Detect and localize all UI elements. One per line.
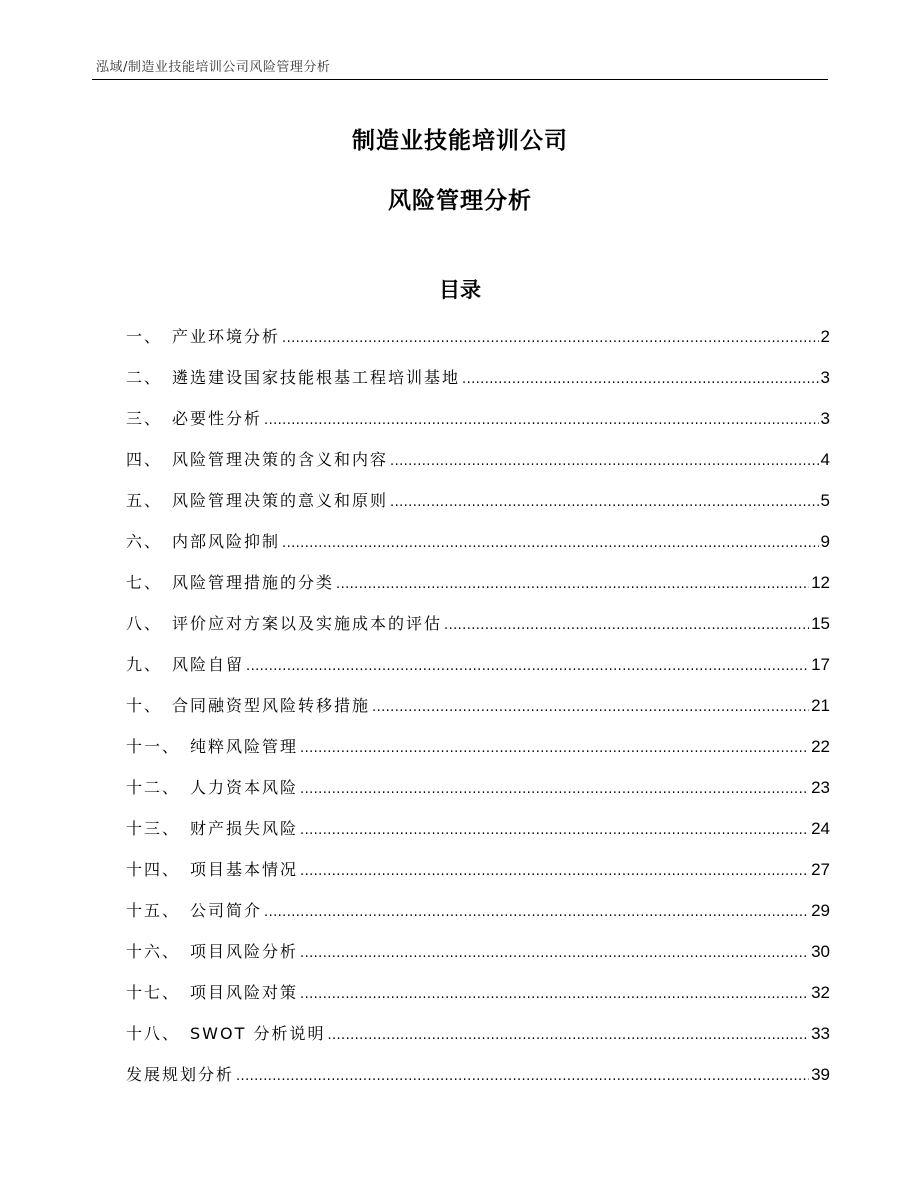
- toc-entry[interactable]: [126, 1061, 830, 1102]
- toc-entry[interactable]: [126, 856, 830, 897]
- toc-entry-page: 3: [820, 409, 830, 428]
- toc-entry-number: 九、: [126, 655, 163, 674]
- toc-leader-dots: [264, 407, 819, 435]
- toc-entry-page: 29: [811, 901, 830, 920]
- toc-leader-dots: [300, 940, 809, 968]
- toc-entry-page: 30: [811, 942, 830, 961]
- toc-leader-dots: [300, 858, 809, 886]
- toc-entry-page: 39: [811, 1065, 830, 1084]
- toc-entry-page: 22: [811, 737, 830, 756]
- toc-entry-page: 24: [811, 819, 830, 838]
- toc-entry[interactable]: [126, 815, 830, 856]
- toc-entry[interactable]: [126, 487, 830, 528]
- toc-entry-number: 十四、: [126, 860, 181, 879]
- header-divider: [92, 79, 828, 80]
- toc-entry[interactable]: [126, 405, 830, 446]
- toc-leader-dots: [282, 530, 819, 558]
- toc-entry[interactable]: [126, 569, 830, 610]
- toc-entry[interactable]: [126, 897, 830, 938]
- toc-leader-dots: [264, 899, 809, 927]
- toc-entry-title: 风险自留: [172, 655, 245, 674]
- toc-entry[interactable]: [126, 938, 830, 979]
- toc-entry-number: 十、: [126, 696, 163, 715]
- toc-entry-number: 八、: [126, 614, 163, 633]
- toc-leader-dots: [372, 694, 809, 722]
- toc-leader-dots: [462, 366, 819, 394]
- toc-leader-dots: [336, 571, 809, 599]
- toc-entry[interactable]: [126, 323, 830, 364]
- toc-entry-title: SWOT 分析说明: [190, 1024, 326, 1043]
- toc-entry-title: 风险管理措施的分类: [172, 573, 335, 592]
- toc-entry[interactable]: [126, 364, 830, 405]
- toc-entry-page: 4: [820, 450, 830, 469]
- toc-entry-title: 财产损失风险: [190, 819, 299, 838]
- toc-entry-page: 32: [811, 983, 830, 1002]
- toc-entry[interactable]: [126, 774, 830, 815]
- toc-entry-number: 四、: [126, 450, 163, 469]
- toc-leader-dots: [300, 981, 809, 1009]
- toc-heading: 目录: [439, 278, 481, 302]
- toc-entry[interactable]: [126, 528, 830, 569]
- document-subtitle: 风险管理分析: [388, 188, 532, 214]
- toc-leader-dots: [300, 776, 809, 804]
- toc-entry-title: 评价应对方案以及实施成本的评估: [172, 614, 443, 633]
- toc-entry-page: 3: [820, 368, 830, 387]
- toc-entry[interactable]: [126, 1020, 830, 1061]
- toc-entry-title: 项目风险对策: [190, 983, 299, 1002]
- toc-entry-number: 十二、: [126, 778, 181, 797]
- toc-entry[interactable]: [126, 692, 830, 733]
- toc-leader-dots: [246, 653, 809, 681]
- toc-entry-number: 十五、: [126, 901, 181, 920]
- toc-entry[interactable]: [126, 733, 830, 774]
- toc-leader-dots: [327, 1022, 809, 1050]
- toc-entry-number: 十一、: [126, 737, 181, 756]
- toc-leader-dots: [444, 612, 809, 640]
- toc-entry-page: 27: [811, 860, 830, 879]
- toc-entry-number: 十六、: [126, 942, 181, 961]
- toc-entry[interactable]: [126, 651, 830, 692]
- toc-entry-title: 遴选建设国家技能根基工程培训基地: [172, 368, 461, 387]
- toc-entry-number: 二、: [126, 368, 163, 387]
- toc-entry-number: 五、: [126, 491, 163, 510]
- toc-entry-page: 33: [811, 1024, 830, 1043]
- toc-entry-number: 三、: [126, 409, 163, 428]
- toc-entry-title: 公司简介: [190, 901, 263, 920]
- toc-entry-title: 人力资本风险: [190, 778, 299, 797]
- toc-entry-title: 风险管理决策的含义和内容: [172, 450, 389, 469]
- toc-entry-title: 纯粹风险管理: [190, 737, 299, 756]
- document-title: 制造业技能培训公司: [352, 128, 568, 154]
- toc-entry-title: 必要性分析: [172, 409, 263, 428]
- toc-entry-title: 项目基本情况: [190, 860, 299, 879]
- toc-entry-page: 9: [820, 532, 830, 551]
- toc-entry-page: 21: [811, 696, 830, 715]
- toc-entry-title: 合同融资型风险转移措施: [172, 696, 371, 715]
- toc-entry-title: 产业环境分析: [172, 327, 281, 346]
- toc-leader-dots: [300, 735, 809, 763]
- toc-leader-dots: [390, 448, 819, 476]
- toc-entry-page: 12: [811, 573, 830, 592]
- toc-entry[interactable]: [126, 610, 830, 651]
- table-of-contents: [126, 323, 830, 1102]
- toc-entry-page: 23: [811, 778, 830, 797]
- toc-entry-number: 六、: [126, 532, 163, 551]
- toc-leader-dots: [282, 325, 819, 353]
- toc-entry-page: 2: [820, 327, 830, 346]
- toc-entry[interactable]: [126, 446, 830, 487]
- toc-leader-dots: [390, 489, 819, 517]
- toc-entry-page: 15: [811, 614, 830, 633]
- toc-entry-title: 项目风险分析: [190, 942, 299, 961]
- toc-leader-dots: [236, 1063, 809, 1091]
- toc-entry-page: 5: [820, 491, 830, 510]
- toc-leader-dots: [300, 817, 809, 845]
- toc-entry-page: 17: [811, 655, 830, 674]
- toc-entry-title: 风险管理决策的意义和原则: [172, 491, 389, 510]
- toc-entry-number: 十八、: [126, 1024, 181, 1043]
- toc-entry-number: 七、: [126, 573, 163, 592]
- toc-entry-title: 发展规划分析: [126, 1065, 235, 1084]
- toc-entry-number: 十三、: [126, 819, 181, 838]
- toc-entry[interactable]: [126, 979, 830, 1020]
- running-header: 泓域/制造业技能培训公司风险管理分析: [96, 60, 331, 75]
- toc-entry-title: 内部风险抑制: [172, 532, 281, 551]
- toc-entry-number: 十七、: [126, 983, 181, 1002]
- toc-entry-number: 一、: [126, 327, 163, 346]
